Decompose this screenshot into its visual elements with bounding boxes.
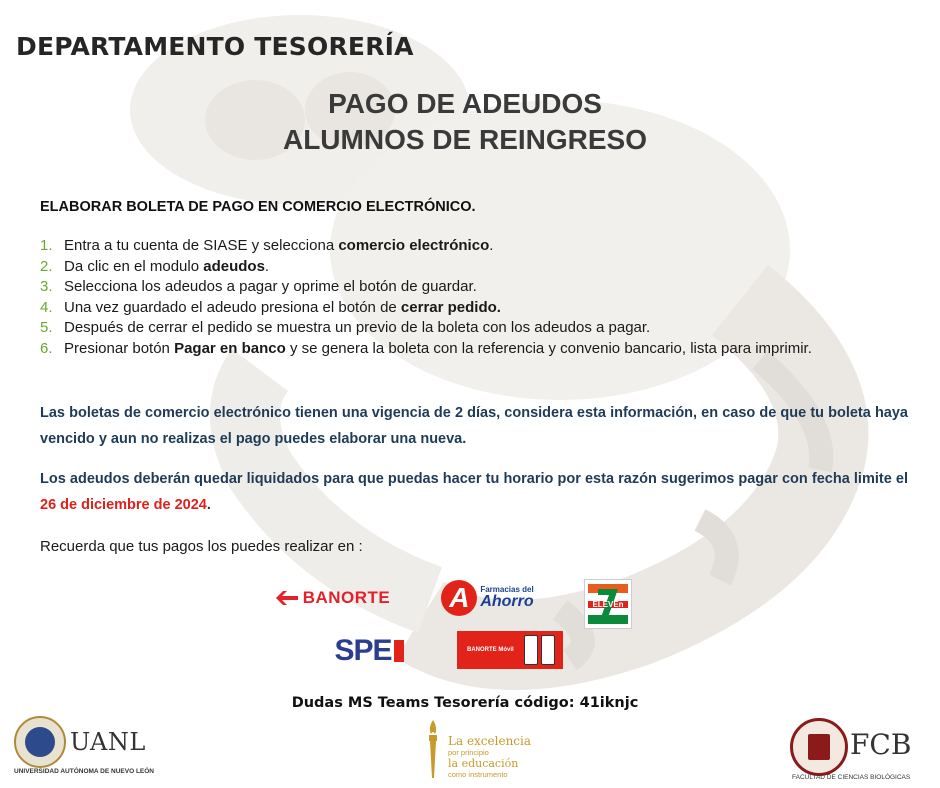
step-item xyxy=(40,277,880,298)
spei-logo-text: SPE xyxy=(334,634,392,667)
step-text: Entra a tu cuenta de SIASE y selecciona xyxy=(64,237,339,254)
svg-text:ELEVEn: ELEVEn xyxy=(592,600,624,609)
motto-line4: como instrumento xyxy=(448,770,508,779)
university-motto xyxy=(426,718,536,780)
payment-places-label: Recuerda que tus pagos los puedes realizar en : xyxy=(40,538,363,555)
page-title-line2: ALUMNOS DE REINGRESO xyxy=(282,124,648,155)
banorte-movil-logo xyxy=(457,631,563,669)
spei-bar-icon xyxy=(394,640,404,662)
seven-eleven-icon xyxy=(586,581,630,627)
step-number: 4. xyxy=(40,298,53,316)
step-text: Una vez guardado el adeudo presiona el botón de xyxy=(64,298,401,316)
step-item xyxy=(40,318,880,339)
banorte-logo-text: BANORTE xyxy=(302,588,391,607)
banorte-movil-text: BANORTE Móvil xyxy=(467,647,514,653)
deadline-text-end: . xyxy=(206,496,211,513)
uanl-subtitle: UNIVERSIDAD AUTÓNOMA DE NUEVO LEÓN xyxy=(14,768,154,775)
deadline-date: 26 de diciembre de 2024 xyxy=(40,496,207,513)
step-number: 1. xyxy=(40,237,53,254)
teams-contact-line: Dudas MS Teams Tesorería código: 41iknjc xyxy=(291,695,639,711)
uanl-logo xyxy=(14,716,164,778)
fcb-logo xyxy=(790,716,915,782)
ahorro-small-text: Farmacias del xyxy=(480,585,534,594)
step-number: 3. xyxy=(40,278,53,295)
fcb-name: FCB xyxy=(850,728,912,761)
step-item xyxy=(40,236,880,257)
validity-paragraph: Las boletas de comercio electrónico tienen una vigencia de 2 días, considera esta información, en caso de que tu boleta haya vencido y aun no realizas el pago puedes elaborar una nueva. xyxy=(40,405,908,447)
step-bold: Pagar en banco xyxy=(174,339,286,357)
deadline-paragraph xyxy=(40,467,908,518)
uanl-name: UANL xyxy=(70,728,146,756)
banorte-mark-icon xyxy=(276,591,298,605)
fcb-seal-icon xyxy=(790,718,848,776)
step-text-end: y se genera la boleta con la referencia y convenio bancario, lista para imprimir. xyxy=(285,339,812,357)
page-title-line1: PAGO DE ADEUDOS xyxy=(328,88,602,119)
step-text: Después de cerrar el pedido se muestra un previo de la boleta con los adeudos a pagar. xyxy=(64,319,651,336)
step-number: 5. xyxy=(40,319,53,336)
motto-line1: La excelencia xyxy=(448,734,532,748)
steps-list xyxy=(40,236,880,359)
step-text: Selecciona los adeudos a pagar y oprime el botón de guardar. xyxy=(64,278,477,295)
step-item xyxy=(40,298,880,319)
torch-icon xyxy=(426,720,440,778)
uanl-seal-icon xyxy=(14,716,66,768)
motto-line3: la educación xyxy=(448,757,519,770)
spei-logo xyxy=(324,634,414,668)
step-item xyxy=(40,257,880,278)
step-number: 2. xyxy=(40,257,53,275)
step-text-end: . xyxy=(264,257,270,275)
farmacias-del-ahorro-logo xyxy=(435,578,540,618)
deadline-text: Los adeudos deberán quedar liquidados para que puedas hacer tu horario por esta razón sugerimos pagar con fecha limite el xyxy=(40,471,908,487)
step-number: 6. xyxy=(40,339,53,357)
department-heading: DEPARTAMENTO TESORERÍA xyxy=(16,32,414,61)
phones-icon xyxy=(521,635,555,665)
step-text: Presionar botón xyxy=(64,339,175,357)
step-bold: adeudos xyxy=(203,257,265,275)
step-text-end: . xyxy=(489,237,494,254)
section-title: ELABORAR BOLETA DE PAGO EN COMERCIO ELECTRÓNICO. xyxy=(40,199,476,215)
fcb-subtitle: FACULTAD DE CIENCIAS BIOLÓGICAS xyxy=(792,774,911,781)
banorte-logo xyxy=(262,586,404,610)
motto-line2: por principio xyxy=(448,748,489,757)
seven-eleven-logo xyxy=(584,579,632,629)
ahorro-a-icon: A xyxy=(441,580,477,616)
step-bold: comercio electrónico xyxy=(338,237,490,254)
step-text: Da clic en el modulo xyxy=(64,257,204,275)
ahorro-big-text: Ahorro xyxy=(480,593,534,610)
step-bold: cerrar pedido. xyxy=(400,298,501,316)
step-item xyxy=(40,339,880,360)
